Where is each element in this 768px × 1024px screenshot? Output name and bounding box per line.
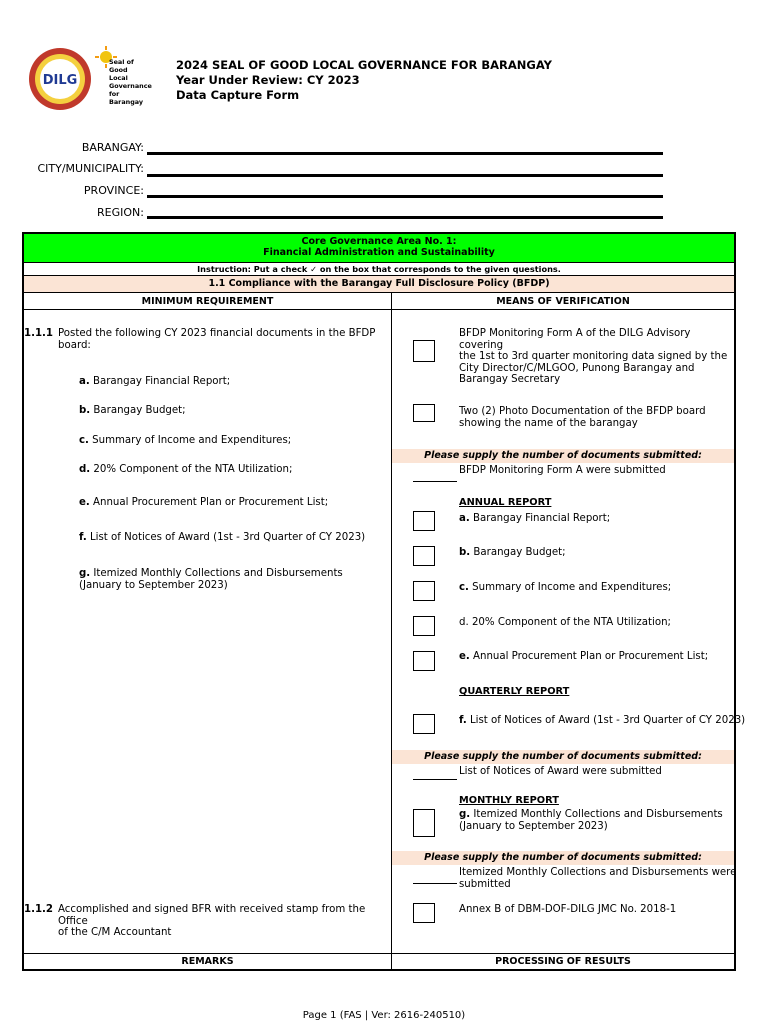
mov-annual-e: e. Annual Procurement Plan or Procurement List; bbox=[459, 651, 709, 662]
barangay-field[interactable] bbox=[147, 152, 663, 155]
supply-count-label-2: Please supply the number of documents submitted: bbox=[392, 750, 734, 764]
region-label: REGION: bbox=[97, 206, 144, 219]
area-line-2: Financial Administration and Sustainability bbox=[263, 247, 495, 258]
instruction: Instruction: Put a check ✓ on the box that corresponds to the given questions. bbox=[24, 263, 734, 276]
monthly-report-heading: MONTHLY REPORT bbox=[459, 795, 559, 806]
city-field[interactable] bbox=[147, 174, 663, 177]
checkbox-photo-doc[interactable] bbox=[413, 404, 435, 422]
page-footer: Page 1 (FAS | Ver: 2616-240510) bbox=[302, 1010, 466, 1021]
province-label: PROVINCE: bbox=[83, 184, 144, 197]
annual-report-heading: ANNUAL REPORT bbox=[459, 497, 552, 508]
req-item-d: d. 20% Component of the NTA Utilization; bbox=[79, 464, 293, 475]
processing-results-header: PROCESSING OF RESULTS bbox=[392, 953, 734, 970]
supply-count-label-3: Please supply the number of documents submitted: bbox=[392, 851, 734, 865]
dilg-logo-text: DILG bbox=[42, 73, 78, 88]
logo-line-2: Good bbox=[109, 66, 128, 74]
indicator-title: 1.1 Compliance with the Barangay Full Disclosure Policy (BFDP) bbox=[24, 276, 734, 293]
req-text-1-1-1: Posted the following CY 2023 financial documents in the BFDP board: bbox=[58, 328, 376, 351]
noa-submitted: List of Notices of Award were submitted bbox=[459, 766, 662, 777]
area-line-1: Core Governance Area No. 1: bbox=[301, 236, 457, 247]
req-item-g: g. Itemized Monthly Collections and Disbursements (January to September 2023) bbox=[79, 568, 343, 591]
remarks-header: REMARKS bbox=[24, 953, 391, 970]
title-line-3: Data Capture Form bbox=[176, 88, 300, 102]
mov-header: MEANS OF VERIFICATION bbox=[392, 293, 734, 310]
title-line-1: 2024 SEAL OF GOOD LOCAL GOVERNANCE FOR BARANGAY bbox=[176, 58, 552, 72]
barangay-label: BARANGAY: bbox=[81, 141, 144, 154]
req-item-e: e. Annual Procurement Plan or Procurement List; bbox=[79, 497, 329, 508]
req-text-1-1-2: Accomplished and signed BFR with received stamp from the Office of the C/M Accountant bbox=[58, 904, 366, 938]
form-title bbox=[176, 58, 552, 103]
region-field[interactable] bbox=[147, 216, 663, 219]
logo-line-5: Barangay bbox=[109, 98, 144, 106]
checkbox-quarterly-f[interactable] bbox=[413, 714, 435, 734]
checkbox-monthly-g[interactable] bbox=[413, 809, 435, 837]
governance-area-header bbox=[24, 234, 734, 263]
title-line-2: Year Under Review: CY 2023 bbox=[176, 73, 360, 87]
mov-annual-b: b. Barangay Budget; bbox=[459, 547, 566, 558]
quarterly-report-heading: QUARTERLY REPORT bbox=[459, 686, 570, 697]
supply-count-label-1: Please supply the number of documents submitted: bbox=[392, 449, 734, 463]
req-number-1-1-2: 1.1.2 bbox=[24, 904, 54, 915]
mov-form-a: BFDP Monitoring Form A of the DILG Advisory covering the 1st to 3rd quarter monitoring data signed by the City Director/C/MLGOO, Punong Barangay and Barangay Secretary bbox=[459, 328, 728, 385]
imcd-submitted: Itemized Monthly Collections and Disbursements were submitted bbox=[459, 867, 737, 890]
dilg-logo bbox=[28, 47, 92, 111]
checkbox-annual-a[interactable] bbox=[413, 511, 435, 531]
mov-annex-b: Annex B of DBM-DOF-DILG JMC No. 2018-1 bbox=[459, 904, 677, 915]
sglgb-logo bbox=[95, 46, 163, 104]
checkbox-annual-d[interactable] bbox=[413, 616, 435, 636]
logo-line-4: Governance for bbox=[109, 82, 152, 98]
city-label: CITY/MUNICIPALITY: bbox=[37, 162, 144, 175]
count-field-form-a[interactable] bbox=[413, 481, 457, 482]
req-item-b: b. Barangay Budget; bbox=[79, 405, 186, 416]
req-number-1-1-1: 1.1.1 bbox=[24, 328, 54, 339]
checkbox-form-a[interactable] bbox=[413, 340, 435, 362]
checkbox-annual-b[interactable] bbox=[413, 546, 435, 566]
checkbox-annex-b[interactable] bbox=[413, 903, 435, 923]
req-item-c: c. Summary of Income and Expenditures; bbox=[79, 435, 292, 446]
min-requirement-header: MINIMUM REQUIREMENT bbox=[24, 293, 391, 310]
mov-annual-c: c. Summary of Income and Expenditures; bbox=[459, 582, 672, 593]
mov-quarterly-f: f. List of Notices of Award (1st - 3rd Quarter of CY 2023) bbox=[459, 715, 746, 726]
checkbox-annual-c[interactable] bbox=[413, 581, 435, 601]
mov-annual-a: a. Barangay Financial Report; bbox=[459, 513, 611, 524]
mov-monthly-g: g. Itemized Monthly Collections and Disbursements (January to September 2023) bbox=[459, 809, 723, 832]
count-field-imcd[interactable] bbox=[413, 883, 457, 884]
mov-annual-d: d. 20% Component of the NTA Utilization; bbox=[459, 617, 671, 628]
req-item-a: a. Barangay Financial Report; bbox=[79, 376, 231, 387]
mov-photo-doc: Two (2) Photo Documentation of the BFDP board showing the name of the barangay bbox=[459, 406, 706, 429]
count-field-noa[interactable] bbox=[413, 779, 457, 780]
form-a-submitted: BFDP Monitoring Form A were submitted bbox=[459, 465, 666, 476]
province-field[interactable] bbox=[147, 195, 663, 198]
column-divider bbox=[391, 293, 392, 971]
logo-line-3: Local bbox=[109, 74, 128, 82]
logo-line-1: Seal of bbox=[109, 58, 134, 66]
req-item-f: f. List of Notices of Award (1st - 3rd Quarter of CY 2023) bbox=[79, 532, 366, 543]
checkbox-annual-e[interactable] bbox=[413, 651, 435, 671]
